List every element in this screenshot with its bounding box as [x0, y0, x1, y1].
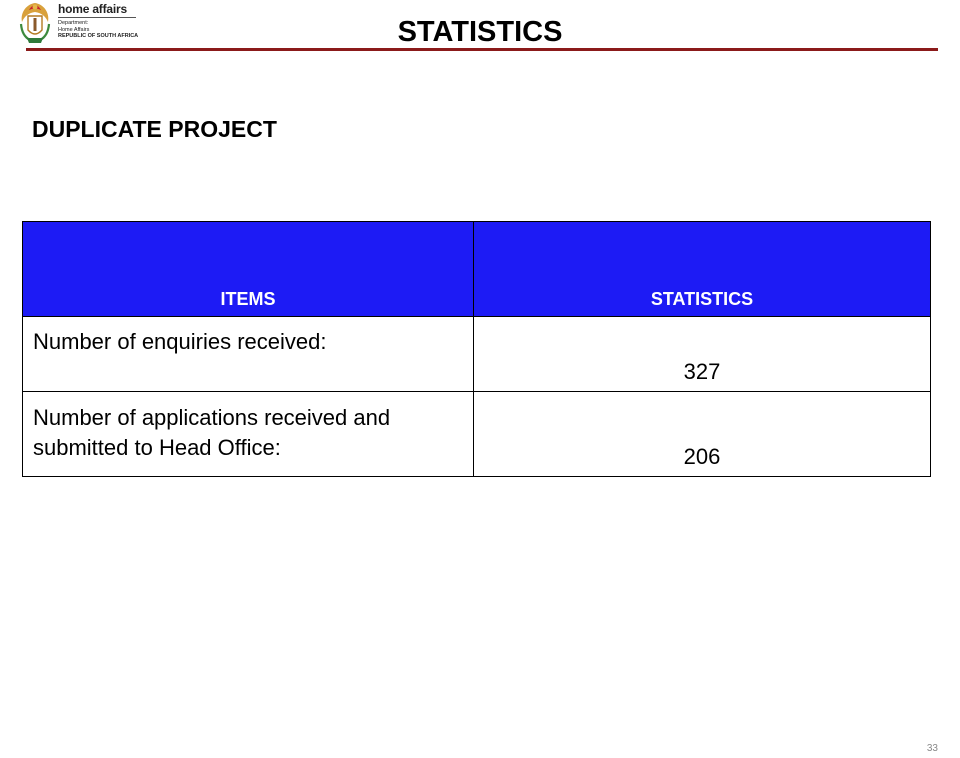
column-header-items: ITEMS: [23, 222, 474, 317]
row-value: 206: [474, 392, 931, 477]
section-subtitle: DUPLICATE PROJECT: [32, 116, 277, 142]
statistics-table: [22, 221, 931, 477]
column-header-statistics: STATISTICS: [474, 222, 931, 317]
row-item-label: Number of enquiries received:: [23, 317, 474, 392]
row-item-label: Number of applications received and submitted to Head Office:: [23, 392, 474, 477]
brand-name: home affairs: [58, 2, 127, 16]
country-name: REPUBLIC OF SOUTH AFRICA: [58, 33, 139, 40]
row-value: 327: [474, 317, 931, 392]
table-header-row: [23, 222, 931, 317]
title-underline: [26, 48, 938, 51]
table-row: [23, 317, 931, 392]
department-label: Department:: [58, 20, 89, 26]
page-number: 33: [926, 743, 938, 754]
department-name: Home Affairs: [58, 26, 90, 33]
table-row: [23, 392, 931, 477]
page-title: STATISTICS: [397, 16, 563, 48]
